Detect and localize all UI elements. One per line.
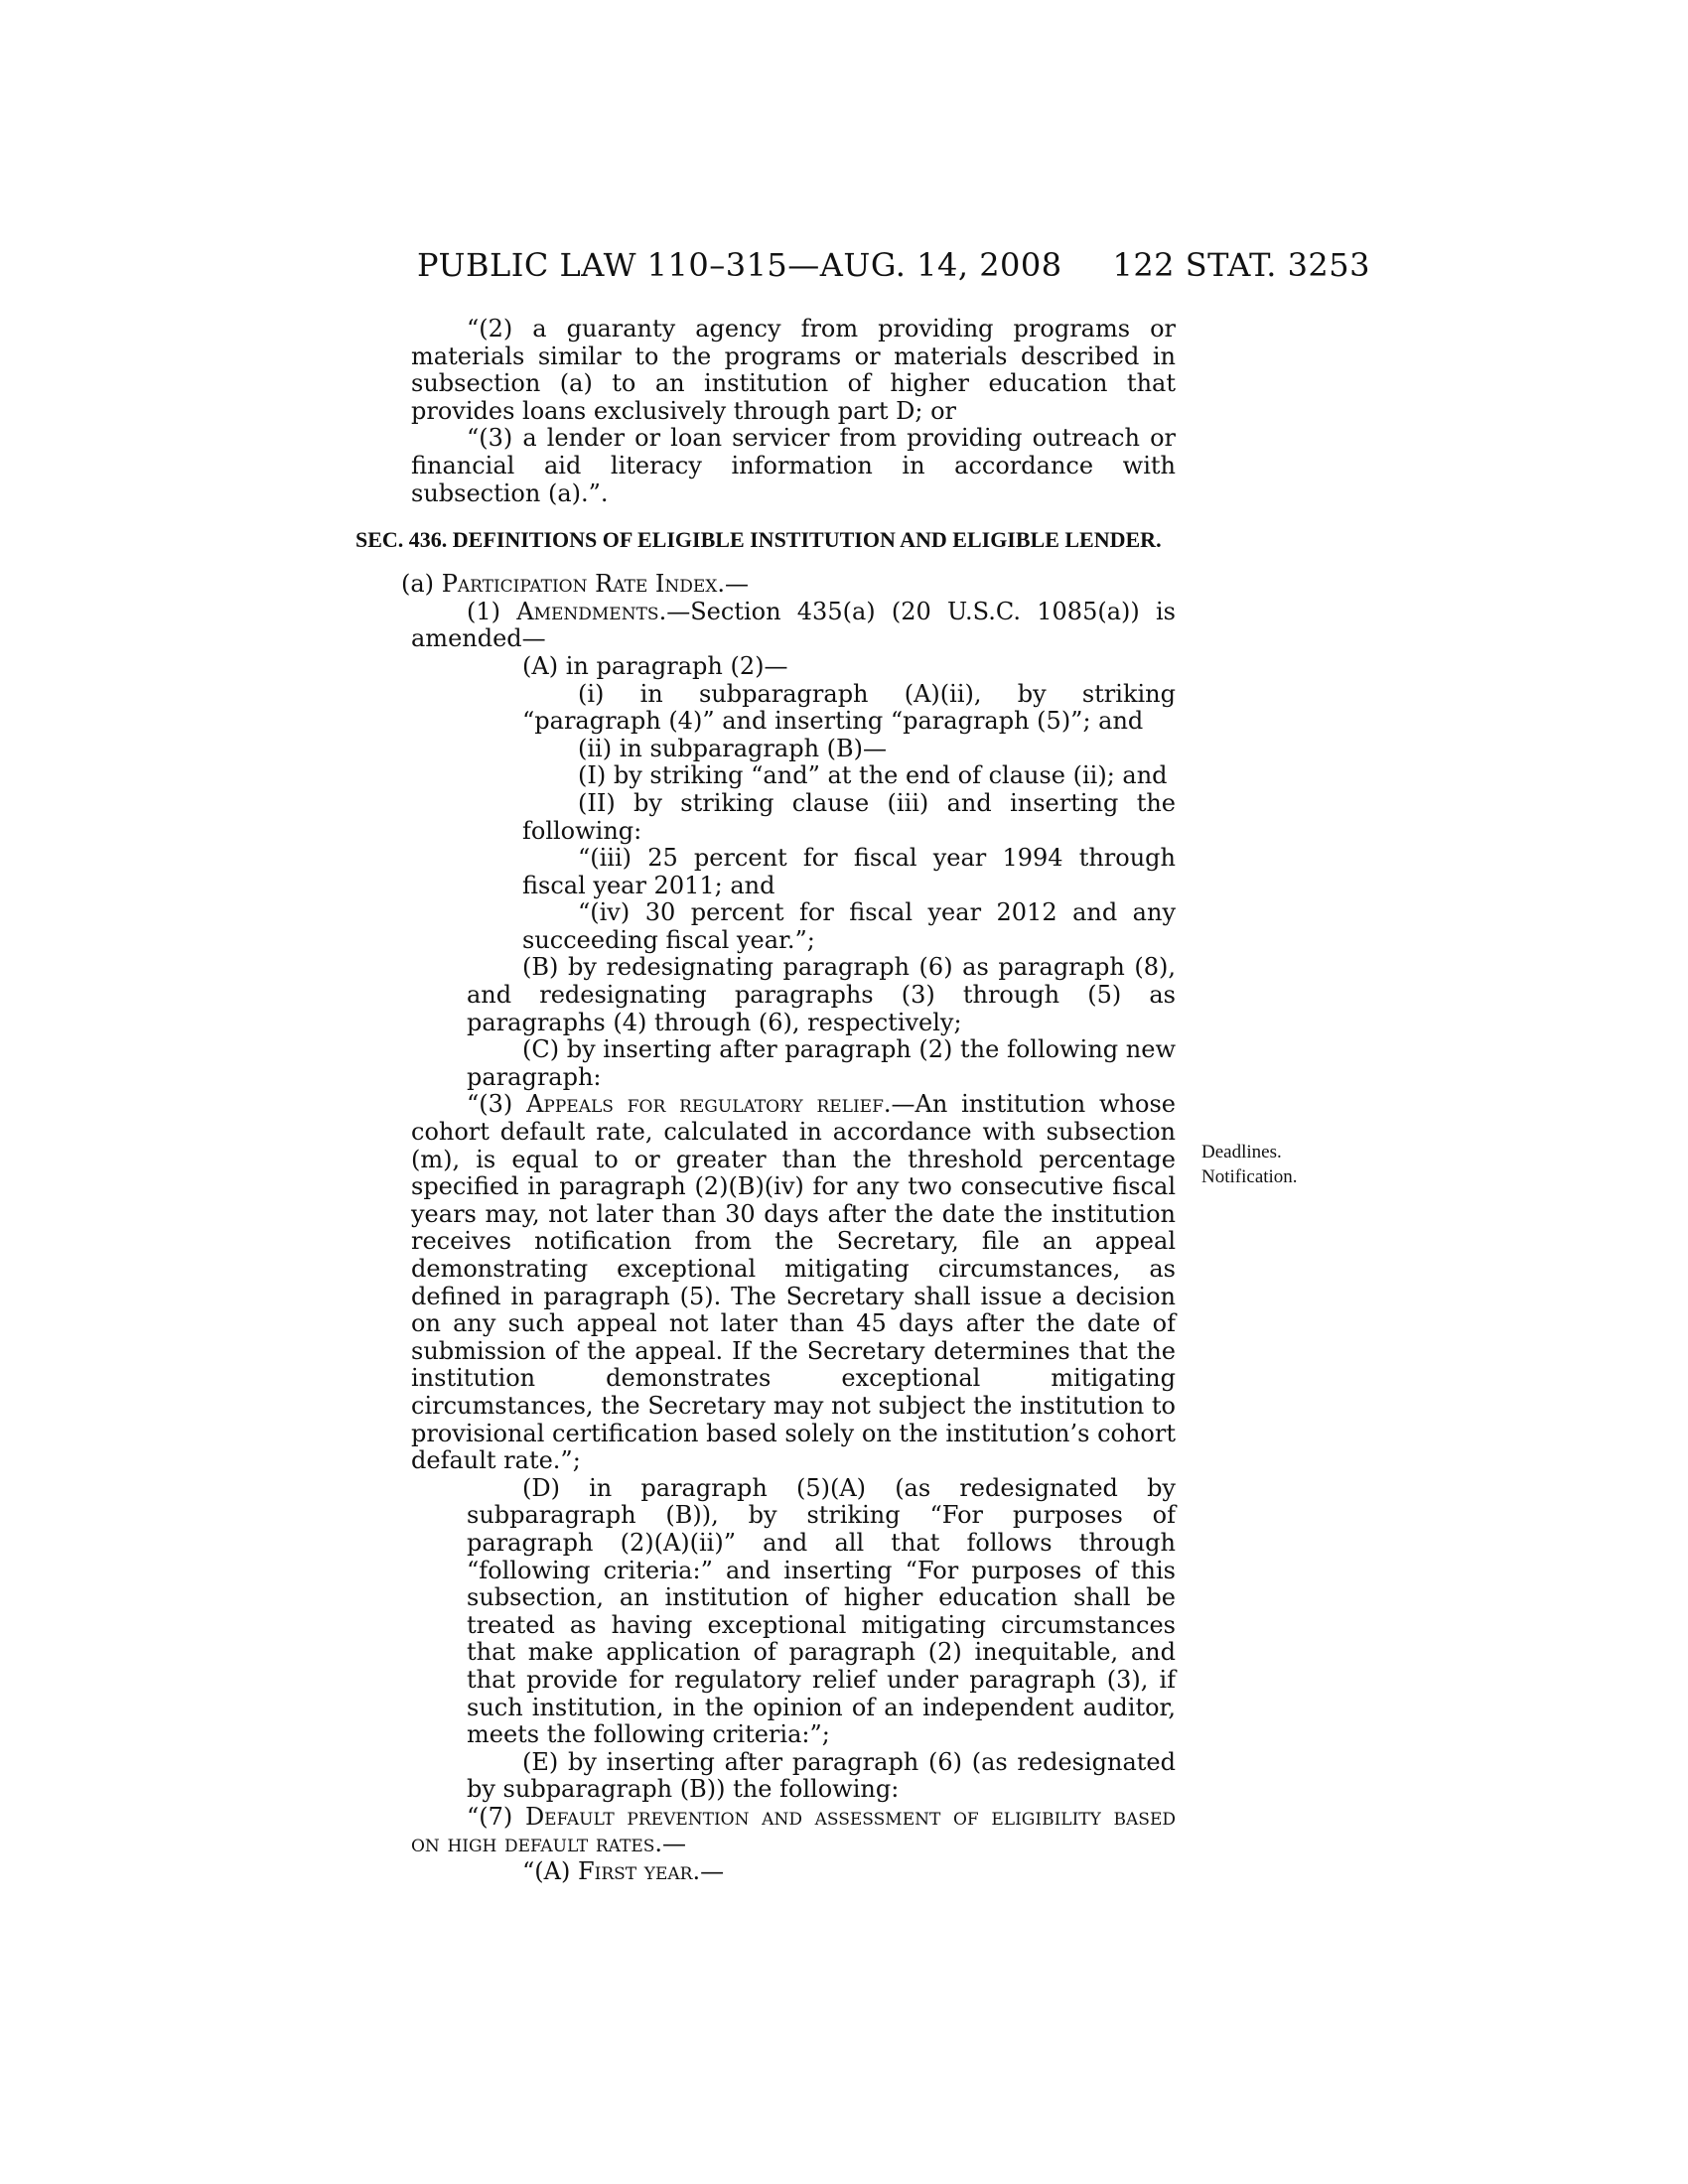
quoted-clause-iv: “(iv) 30 percent for fiscal year 2012 and any succeeding fiscal year.”;	[522, 898, 1176, 954]
quoted-clause-iii: “(iii) 25 percent for fiscal year 1994 through fiscal year 2011; and	[522, 844, 1176, 899]
subparagraph-E: (E) by inserting after paragraph (6) (as redesignated by subparagraph (B)) the following:	[467, 1747, 1176, 1804]
quoted-subparagraph-A-heading: First year.—	[577, 1857, 725, 1886]
running-header	[417, 246, 1370, 286]
section-heading: SEC. 436. DEFINITIONS OF ELIGIBLE INSTITUTION AND ELIGIBLE LENDER.	[355, 527, 1162, 553]
paragraph-a1-heading: Amendments.	[516, 597, 667, 625]
public-law-citation: PUBLIC LAW 110–315—AUG. 14, 2008	[417, 246, 1062, 284]
margin-notes	[1201, 1140, 1340, 1189]
paragraph-a1-text: —Section 435(a) (20 U.S.C. 1085(a)) is amended—	[411, 597, 1176, 653]
document-body	[355, 316, 1176, 1886]
statute-page-number: 122 STAT. 3253	[1112, 246, 1370, 284]
quoted-subparagraph-A	[355, 1858, 1176, 1886]
margin-note-notification: Notification.	[1201, 1166, 1298, 1187]
quoted-paragraph-3-number: “(3)	[467, 1090, 513, 1119]
quoted-paragraph-3-text: —An institution whose cohort default rate, calculated in accordance with subsection (m), is equal to or greater than the threshold percentage specified in paragraph (2)(B)(iv) for any two consecutive fiscal years may, not later than 30 days after the date the institution receives notification from the Secretary, file an appeal demonstrating exceptional mitigating circumstances, as defined in paragraph (5). The Secretary shall issue a decision on any such appeal not later than 45 days after the date of submission of the appeal. If the Secretary determines that the institution demonstrates exceptional mitigating circumstances, the Secretary may not subject the institution to provisional certification based solely on the institution’s cohort default rate.”;	[411, 1090, 1176, 1475]
quoted-paragraph-3-heading: Appeals for regulatory relief.	[526, 1090, 892, 1119]
clause-A-i: (i) in subparagraph (A)(ii), by striking “paragraph (4)” and inserting “paragraph (5)”; and	[522, 679, 1176, 736]
subsection-a-heading: Participation Rate Index.—	[441, 570, 750, 599]
subparagraph-C: (C) by inserting after paragraph (2) the following new paragraph:	[467, 1035, 1176, 1091]
quoted-paragraph-7-number: “(7)	[467, 1802, 513, 1831]
paragraph-quote-3: “(3) a lender or loan servicer from providing outreach or financial aid literacy information in accordance with subsection (a).”.	[411, 424, 1176, 507]
subparagraph-D: (D) in paragraph (5)(A) (as redesignated by subparagraph (B)), by striking “For purposes of paragraph (2)(A)(ii)” and all that follows through “following criteria:” and inserting “For purposes of this subsection, an institution of higher education shall be treated as having exceptional mitigating circumstances that make application of paragraph (2) inequitable, and that provide for regulatory relief under paragraph (3), if such institution, in the opinion of an independent auditor, meets the following criteria:”;	[467, 1473, 1176, 1749]
subparagraph-A: (A) in paragraph (2)—	[522, 651, 788, 680]
subclause-A-ii-I: (I) by striking “and” at the end of clause (ii); and	[578, 761, 1168, 790]
paragraph-quote-2: “(2) a guaranty agency from providing programs or materials similar to the programs or materials described in subsection (a) to an institution of higher education that provides loans exclusively through part D; or	[411, 315, 1176, 425]
paragraph-a1-number: (1)	[467, 597, 500, 625]
paragraph-a1	[355, 599, 1176, 653]
subclause-A-ii-II: (II) by striking clause (iii) and inserting the following:	[522, 788, 1176, 845]
subparagraph-B: (B) by redesignating paragraph (6) as paragraph (8), and redesignating paragraphs (3) through (5) as paragraphs (4) through (6), respectively;	[467, 953, 1176, 1036]
margin-note-deadlines: Deadlines.	[1201, 1142, 1282, 1162]
quoted-subparagraph-A-number: “(A)	[522, 1857, 571, 1886]
subsection-a-number: (a)	[401, 570, 435, 599]
quoted-paragraph-7-heading: Default prevention and assessment of eligibility based on high default rates.—	[411, 1802, 1176, 1858]
quoted-paragraph-7	[355, 1804, 1176, 1858]
clause-A-ii: (ii) in subparagraph (B)—	[578, 734, 888, 762]
subsection-a	[355, 571, 1176, 599]
quoted-paragraph-3	[355, 1091, 1176, 1474]
